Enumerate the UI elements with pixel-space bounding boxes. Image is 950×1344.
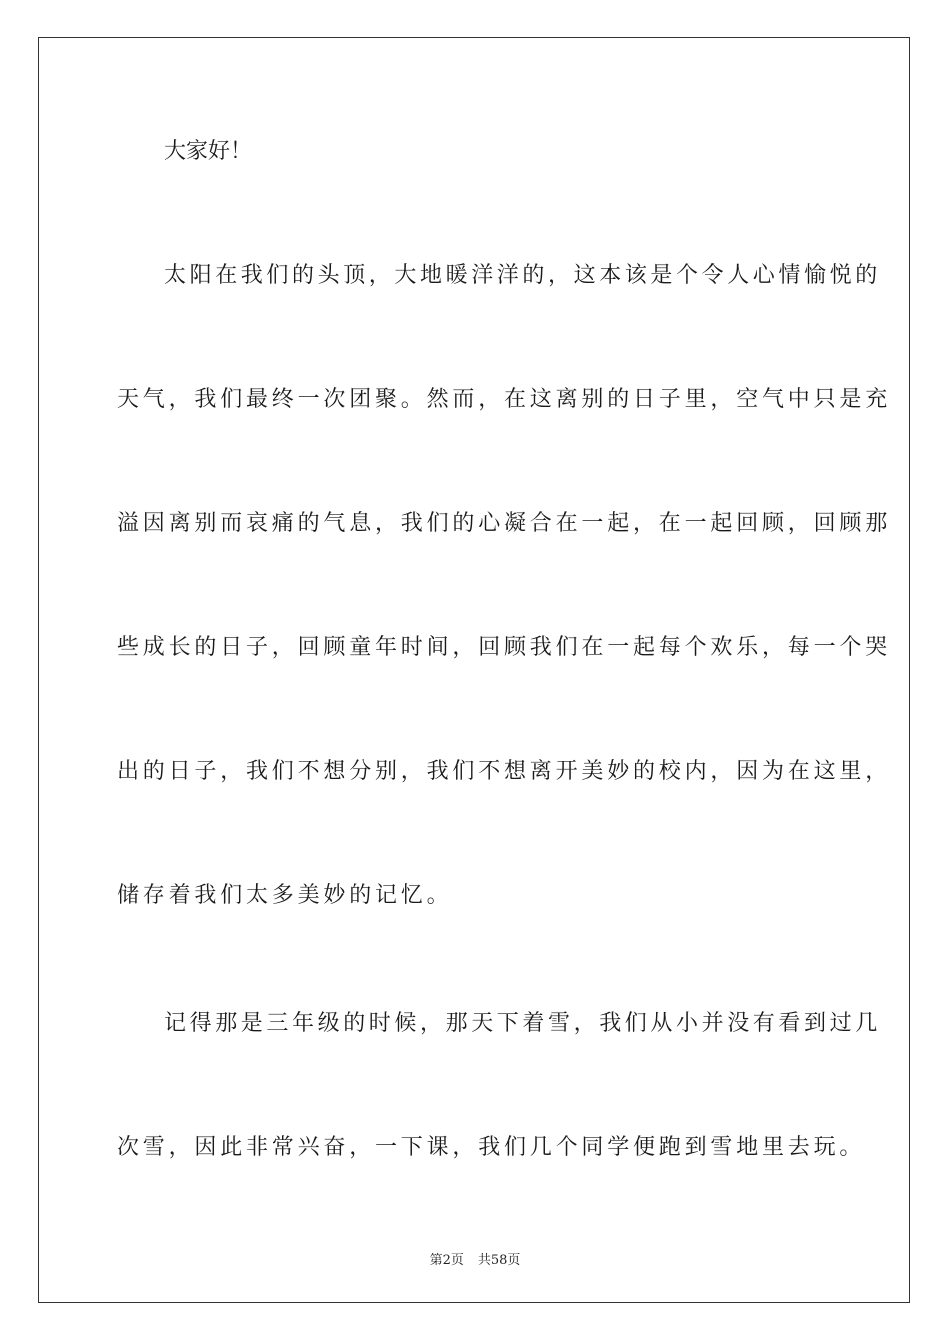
page-border — [38, 37, 910, 1303]
total-pages: 共58页 — [477, 1253, 521, 1268]
paragraph-1-line-2: 天气，我们最终一次团聚。然而，在这离别的日子里，空气中只是充 — [117, 387, 892, 412]
greeting-line: 大家好！ — [164, 139, 253, 164]
paragraph-2-line-1: 记得那是三年级的时候，那天下着雪，我们从小并没有看到过几 — [164, 1011, 881, 1036]
paragraph-1-line-3: 溢因离别而哀痛的气息，我们的心凝合在一起，在一起回顾，回顾那 — [117, 511, 892, 536]
page-footer — [0, 1249, 950, 1268]
paragraph-2-line-2: 次雪，因此非常兴奋，一下课，我们几个同学便跑到雪地里去玩。 — [117, 1135, 866, 1160]
paragraph-1-line-6: 储存着我们太多美妙的记忆。 — [117, 883, 453, 908]
page-number: 第2页 — [429, 1253, 464, 1268]
paragraph-1-line-1: 太阳在我们的头顶，大地暖洋洋的，这本该是个令人心情愉悦的 — [164, 263, 881, 288]
paragraph-1-line-5: 出的日子，我们不想分别，我们不想离开美妙的校内，因为在这里， — [117, 759, 892, 784]
paragraph-1-line-4: 些成长的日子，回顾童年时间，回顾我们在一起每个欢乐，每一个哭 — [117, 635, 892, 660]
